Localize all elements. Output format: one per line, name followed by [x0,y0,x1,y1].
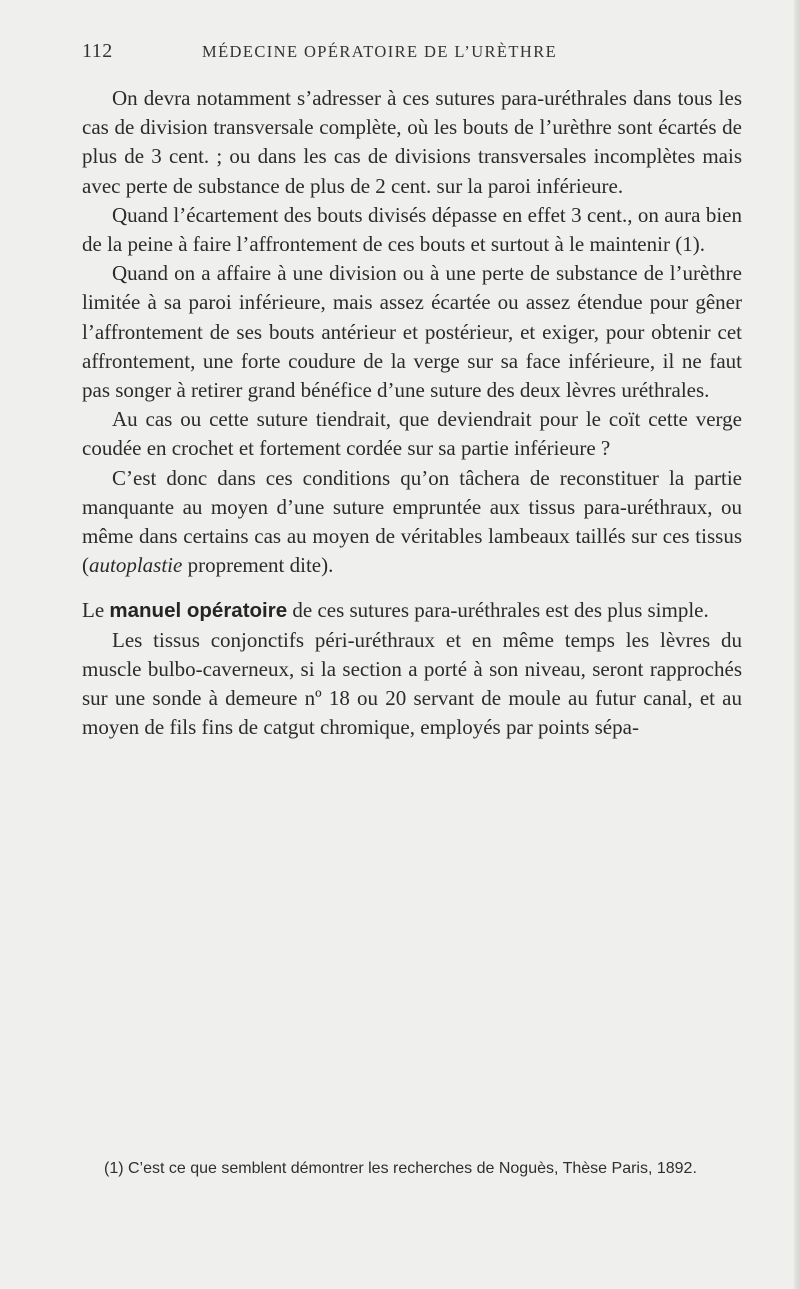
running-title: MÉDECINE OPÉRATOIRE DE L’URÈTHRE [202,42,558,61]
paragraph-5 [82,464,742,581]
body-text [82,84,742,742]
page-number: 112 [82,40,113,62]
paragraph-6-end: de ces sutures para-uréthrales est des plus simple. [287,598,709,623]
autoplastie-term: autoplastie [89,553,183,578]
footnote-text: (1) C’est ce que semblent démontrer les recherches de Noguès, Thèse Paris, 1892. [104,1160,697,1177]
paragraph-2: Quand l’écartement des bouts divisés dépasse en effet 3 cent., on aura bien de la peine à faire l’affrontement de ces bouts et surtout à le maintenir (1). [82,202,742,257]
paragraph-1: On devra notamment s’adresser à ces sutures para-uréthrales dans tous les cas de division transversale complète, où les bouts de l’urèthre sont écartés de plus de 3 cent. ; ou dans les cas de divisions transversales incomplètes mais avec perte de substance de plus de 2 cent. sur la paroi inférieure. [82,86,742,198]
paragraph-6 [82,596,742,625]
paragraph-4: Au cas ou cette suture tiendrait, que deviendrait pour le coït cette verge coudée en crochet et fortement cordée sur sa partie inférieure ? [82,407,742,461]
paragraph-5-text: C’est donc dans ces conditions qu’on tâchera de reconstituer la partie manquante au moyen d’une suture empruntée aux tissus para-uréthraux, ou même dans certains cas au moyen de véritables lambeaux taillés sur ces tissus ( [82,465,742,578]
running-header [82,40,738,70]
page-edge-shadow [794,0,800,1289]
paragraph-3: Quand on a affaire à une division ou à une perte de substance de l’urèthre limitée à sa paroi inférieure, mais assez écartée ou assez étendue pour gêner l’affrontement de ses bouts antérieur et postérieur, et exiger, pour obtenir cet affrontement, une forte coudure de la verge sur sa face inférieure, il ne faut pas songer à retirer grand bénéfice d’une suture des deux lèvres uréthrales. [82,261,742,403]
footnote [82,1158,742,1180]
manuel-operatoire-term: manuel opératoire [109,599,288,623]
paragraph-6-start: Le [82,598,110,623]
paragraph-5-end: proprement dite). [182,553,334,578]
paragraph-7: Les tissus conjonctifs péri-uréthraux et en même temps les lèvres du muscle bulbo-caverneux, si la section a porté à son niveau, seront rapprochés sur une sonde à demeure nº 18 ou 20 servant de moule au futur canal, et au moyen de fils fins de catgut chromique, employés par points sépa- [82,627,742,740]
